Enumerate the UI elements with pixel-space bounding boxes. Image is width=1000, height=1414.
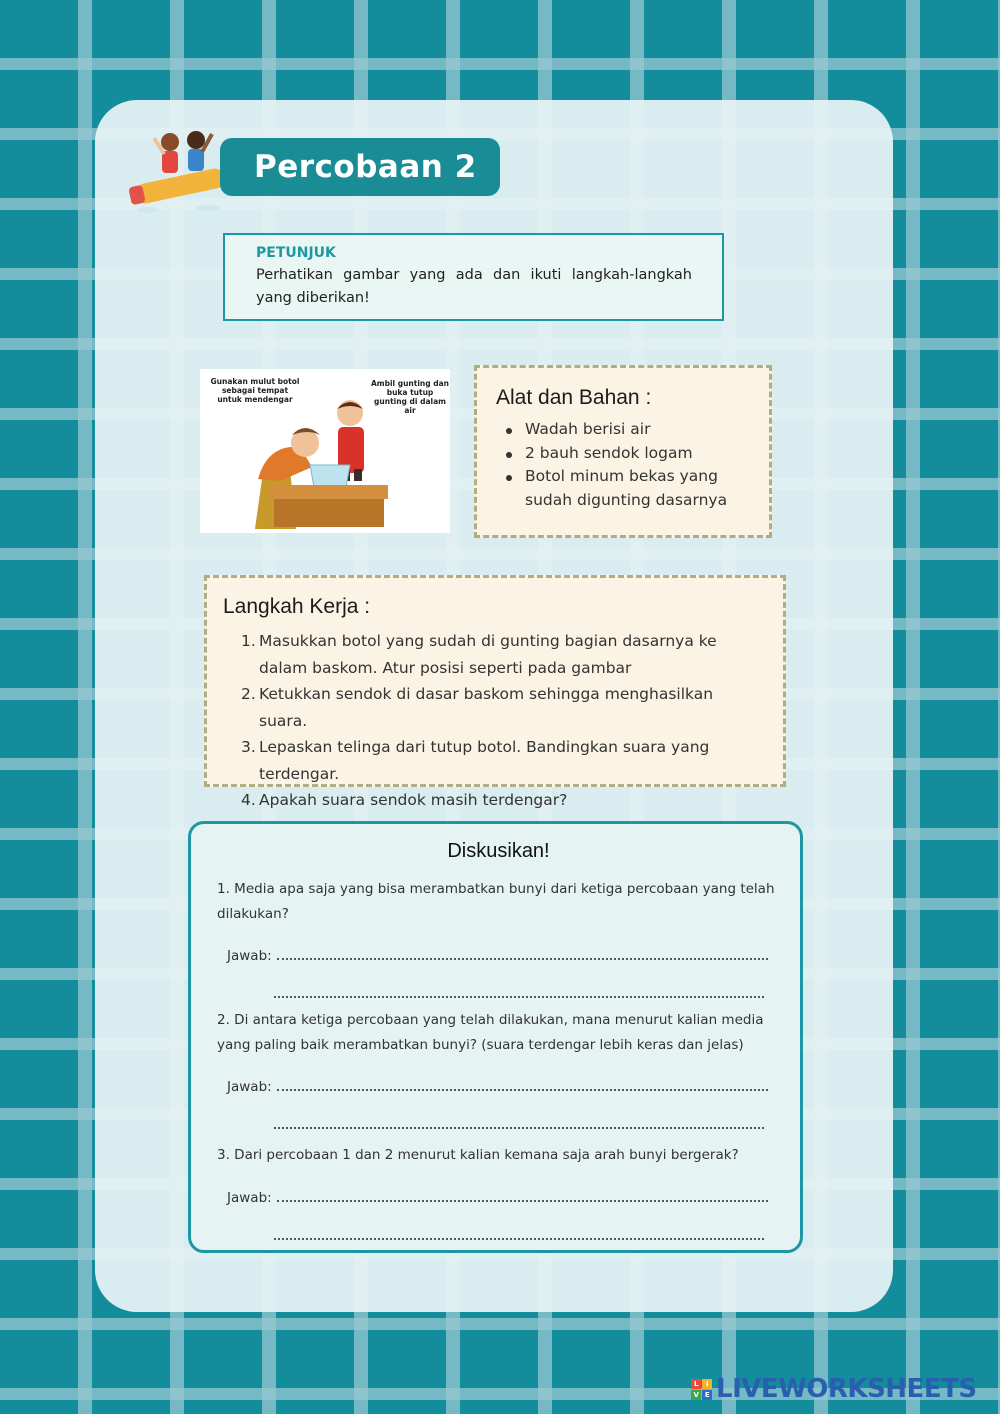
steps-list xyxy=(223,628,765,814)
step-number: 1. xyxy=(241,632,256,650)
children-experiment-icon xyxy=(200,369,450,533)
question-3: 3. Dari percobaan 1 dan 2 menurut kalian kemana saja arah bunyi bergerak? xyxy=(217,1147,739,1163)
list-item xyxy=(243,628,765,681)
answer-label: Jawab: xyxy=(227,1189,272,1206)
answer-row-2 xyxy=(217,1057,780,1095)
liveworksheets-logo[interactable] xyxy=(691,1372,977,1406)
tools-list xyxy=(496,418,751,512)
list-item: Wadah berisi air xyxy=(496,418,736,442)
discussion-box xyxy=(188,821,803,1253)
instruction-heading: PETUNJUK xyxy=(256,245,336,261)
illustration-caption-right: Ambil gunting dan buka tutup gunting di dalam air xyxy=(370,379,450,415)
answer-row-2b xyxy=(217,1095,780,1133)
answer-line-3a[interactable] xyxy=(277,1184,768,1202)
steps-heading: Langkah Kerja : xyxy=(223,595,371,618)
title-banner xyxy=(220,138,500,196)
answer-row-1b xyxy=(217,964,780,1002)
brand-name: LIVEWORKSHEETS xyxy=(716,1374,977,1404)
answer-row-1 xyxy=(217,926,780,964)
step-text: Ketukkan sendok di dasar baskom sehingga menghasilkan suara. xyxy=(259,685,714,730)
work-steps-box xyxy=(204,575,786,809)
discussion-heading: Diskusikan! xyxy=(447,840,550,862)
question-2: 2. Di antara ketiga percobaan yang telah dilakukan, mana menurut kalian media yang paling baik merambatkan bunyi? (suara terdengar lebih keras dan jelas) xyxy=(217,1012,764,1053)
answer-row-3 xyxy=(217,1168,780,1206)
experiment-illustration xyxy=(200,369,450,533)
list-item xyxy=(243,734,765,787)
tools-materials-box xyxy=(474,365,772,538)
answer-line-2b[interactable] xyxy=(274,1111,764,1129)
answer-label: Jawab: xyxy=(227,948,272,964)
step-number: 3. xyxy=(241,738,256,756)
step-text: Masukkan botol yang sudah di gunting bagian dasarnya ke dalam baskom. Atur posisi seperti pada gambar xyxy=(259,632,717,677)
list-item: Botol minum bekas yang sudah digunting dasarnya xyxy=(496,465,736,512)
answer-row-3b xyxy=(217,1206,780,1244)
step-text: Lepaskan telinga dari tutup botol. Bandingkan suara yang terdengar. xyxy=(259,738,710,783)
question-1: 1. Media apa saja yang bisa merambatkan bunyi dari ketiga percobaan yang telah dilakukan? xyxy=(217,881,775,922)
instruction-text: Perhatikan gambar yang ada dan ikuti langkah-langkah yang diberikan! xyxy=(256,267,692,306)
list-item: 2 bauh sendok logam xyxy=(496,442,736,466)
answer-line-2a[interactable] xyxy=(277,1073,768,1091)
step-number: 2. xyxy=(241,685,256,703)
tools-heading: Alat dan Bahan : xyxy=(496,386,652,409)
page-title: Percobaan 2 xyxy=(254,149,477,185)
liveworksheets-logo-icon: L I V E xyxy=(691,1379,712,1400)
answer-label: Jawab: xyxy=(227,1079,272,1095)
list-item xyxy=(243,681,765,734)
answer-line-1b[interactable] xyxy=(274,980,764,998)
list-item xyxy=(243,787,765,814)
instruction-box xyxy=(223,233,724,321)
answer-line-3b[interactable] xyxy=(274,1222,764,1240)
step-text: Apakah suara sendok masih terdengar? xyxy=(259,791,568,809)
illustration-caption-left: Gunakan mulut botol sebagai tempat untuk mendengar xyxy=(210,377,300,404)
answer-line-1a[interactable] xyxy=(277,942,768,960)
step-number: 4. xyxy=(241,791,256,809)
